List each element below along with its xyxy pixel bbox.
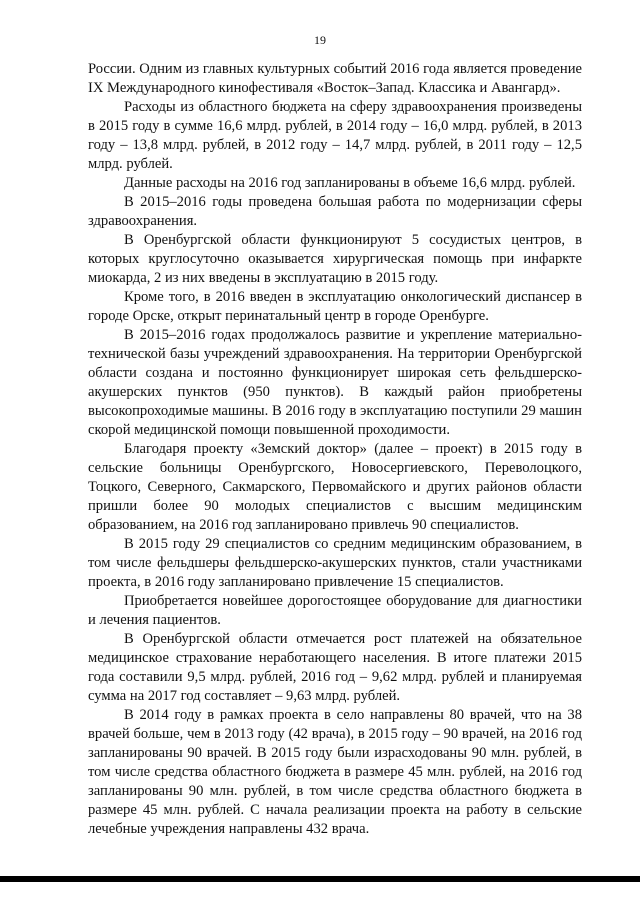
bottom-scan-border [0,876,640,882]
paragraph-1: России. Одним из главных культурных событий 2016 года является проведение IX Международного кинофестиваля «Восток–Запад. Классика и Авангард». [88,61,582,96]
paragraph-3: Данные расходы на 2016 год запланированы в объеме 16,6 млрд. рублей. [124,175,576,191]
paragraph-5: В Оренбургской области функционируют 5 сосудистых центров, в которых круглосуточно оказывается хирургическая помощь при инфаркте миокарда, 2 из них введены в эксплуатацию в 2015 году. [88,232,582,286]
paragraph-10: Приобретается новейшее дорогостоящее оборудование для диагностики и лечения пациентов. [88,593,582,628]
paragraph-8: Благодаря проекту «Земский доктор» (далее – проект) в 2015 году в сельские больницы Оренбургского, Новосергиевского, Переволоцкого, Тоцкого, Северного, Сакмарского, Первомайского и других районов области пришли более 90 молодых специалистов с высшим медицинским образованием, на 2016 год запланировано привлечь 90 специалистов. [88,441,582,533]
page-number: 19 [314,33,326,47]
paragraph-7: В 2015–2016 годах продолжалось развитие и укрепление материально-технической базы учреждений здравоохранения. На территории Оренбургской области создана и постоянно функционирует широкая сеть фельдшерско-акушерских пунктов (950 пунктов). В каждый район приобретены высокопроходимые машины. В 2016 году в эксплуатацию поступили 29 машин скорой медицинской помощи повышенной проходимости. [88,327,582,438]
paragraph-11: В Оренбургской области отмечается рост платежей на обязательное медицинское страхование неработающего населения. В итоге платежи 2015 года составили 9,5 млрд. рублей, 2016 год – 9,62 млрд. рублей и планируемая сумма на 2017 год составляет – 9,63 млрд. рублей. [88,631,582,704]
paragraph-6: Кроме того, в 2016 введен в эксплуатацию онкологический диспансер в городе Орске, открыт перинатальный центр в городе Оренбурге. [88,289,582,324]
paragraph-2: Расходы из областного бюджета на сферу здравоохранения произведены в 2015 году в сумме 16,6 млрд. рублей, в 2014 году – 16,0 млрд. рублей, в 2013 году – 13,8 млрд. рублей, в 2012 году – 14,7 млрд. рублей, в 2011 году – 12,5 млрд. рублей. [88,99,582,172]
paragraph-4: В 2015–2016 годы проведена большая работа по модернизации сферы здравоохранения. [88,194,582,229]
document-body [88,60,582,839]
paragraph-12: В 2014 году в рамках проекта в село направлены 80 врачей, что на 38 врачей больше, чем в 2013 году (42 врача), в 2015 году – 90 врачей, на 2016 год запланированы 90 врачей. В 2015 году были израсходованы 90 млн. рублей, в том числе средства областного бюджета в размере 45 млн. рублей, на 2016 год запланированы 90 млн. рублей, в том числе средства областного бюджета в размере 45 млн. рублей. С начала реализации проекта на работу в сельские лечебные учреждения направлены 432 врача. [88,707,582,837]
paragraph-9: В 2015 году 29 специалистов со средним медицинским образованием, в том числе фельдшеры фельдшерско-акушерских пунктов, стали участниками проекта, в 2016 году запланировано привлечение 15 специалистов. [88,536,582,590]
